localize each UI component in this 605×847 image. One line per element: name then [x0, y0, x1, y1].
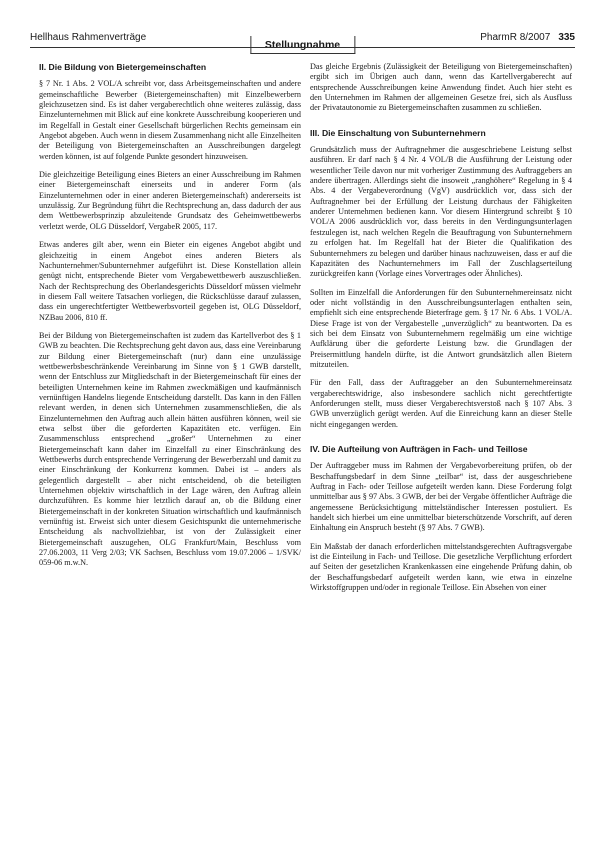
paragraph: Für den Fall, dass der Auftraggeber an den Subunternehmereinsatz vergaberechtswidrige, also insbesondere sachlich nicht gerechtfertigte Anforderungen stellt, muss dieser Vergaberechtsverstoß nach § 107 Abs. 3 GWB unverzüglich gerügt werden. Auf die Einreichung kann an dieser Stelle nicht eingegangen werden.	[310, 378, 572, 429]
running-head-left: Hellhaus Rahmenverträge	[30, 32, 147, 43]
journal-issue: PharmR 8/2007	[480, 32, 551, 43]
paragraph: Der Auftraggeber muss im Rahmen der Vergabevorbereitung prüfen, ob der Beschaffungsbedarf in dem Sinne „teilbar“ ist, dass der ausgeschriebene Auftrag in Fach- oder Teillose aufgeteilt werden kann. Diese Forderung folgt unmittelbar aus § 97 Abs. 3 GWB, der bei der Vergabe öffentlicher Aufträge die angemessene Berücksichtigung mittelständischer Interessen postuliert. Es handelt sich hierbei um eine unmittelbar bieterschützende Vorschrift, auf deren Einhaltung ein Anspruch besteht (§ 97 Abs. 7 GWB).	[310, 461, 572, 533]
section-heading-2: II. Die Bildung von Bietergemeinschaften	[39, 62, 207, 72]
paragraph: Grundsätzlich muss der Auftragnehmer die ausgeschriebene Leistung selbst ausführen. Er darf nach § 4 Nr. 4 VOL/B die Ausführung der Leistung oder wesentlicher Teile davon nur mit vorheriger Zustimmung des Auftraggebers an andere übertragen. Allerdings sieht die insoweit „ranghöhere“ Regelung in § 4 Abs. 4 der Vergabeverordnung (VgV) ausdrücklich vor, dass sich der Auftragnehmer bei der Erfüllung der Leistung durchaus der Fähigkeiten anderer Unternehmen bedienen kann. Vor diesem Hintergrund schreibt § 10 VOL/A 2006 ausdrücklich vor, dass bereits in den Verdingungsunterlagen festzulegen ist, nach welchen Regeln die Beauftragung von Subunternehmern zu erfolgen hat. Im Regelfall hat der Bieter die Qualifikation des Subunternehmers zu belegen und darüber hinaus nachzuweisen, dass er auf die Kapazitäten des Nachunternehmers im Fall der Zuschlagserteilung zurückgreifen kann (Vorlage eines Vorvertrages oder Ähnliches).	[310, 145, 572, 279]
paragraph: Ein Maßstab der danach erforderlichen mittelstandsgerechten Auftragsvergabe ist die Einteilung in Fach- und Teillose. Die gesetzliche Verpflichtung erfordert auf Seiten der gesetzlichen Krankenkassen eine eingehende Prüfung dahin, ob der Beschaffungsbedarf aufgeteilt werden kann, wie etwa in einzelne Wirkstoffgruppen und/oder in regionale Teillose. Ein Absehen von einer	[310, 541, 572, 593]
section-heading-3: III. Die Einschaltung von Subunternehmern	[310, 127, 486, 138]
paragraph: Das gleiche Ergebnis (Zulässigkeit der Beteiligung von Bietergemeinschaften) ergibt sich im Übrigen auch dann, wenn das Kartellvergaberecht auf entsprechende Ausschreibungen keine Anwendung findet. Auch hier steht es den Unternehmen im Rahmen der allgemeinen Gesetze frei, sich als Ausfluss der Privatautonomie zu Bietergemeinschaften zusammen zu schließen.	[310, 62, 572, 113]
page-header	[30, 30, 575, 50]
paragraph: Die gleichzeitige Beteiligung eines Bieters an einer Ausschreibung im Rahmen einer Bietergemeinschaft einerseits und in anderer Form (als Einzelunternehmen oder in einer anderen Bietergemeinschaft) andererseits ist unzulässig. Zur Begründung führt die Rechtsprechung an, dass dadurch der aus dem Wettbewerbsprinzip abzuleitende Grundsatz des Geheimwettbewerbs verletzt werde, OLG Düsseldorf, VergabeR 2005, 117.	[39, 170, 301, 231]
right-column	[310, 62, 572, 601]
header-rule	[30, 47, 575, 48]
paragraph: Etwas anderes gilt aber, wenn ein Bieter ein eigenes Angebot abgibt und gleichzeitig in einem Angebot eines anderen Bieters als Nachunternehmer/Subunternehmer aufgeführt ist. Diese Konstellation allein genügt nicht, entsprechende Bieter vom Vergabewettbewerb auszuschließen. Nach der Rechtsprechung des Oberlandesgerichts Düsseldorf müssen vielmehr in diesem Fall weitere Tatsachen vorliegen, die Rückschlüsse darauf zulassen, dass ein ungerechtfertigter Wettbewerbsvorteil gegeben ist, OLG Düsseldorf, NZBau 2006, 810 ff.	[39, 240, 301, 322]
page-number: 335	[558, 32, 575, 43]
paragraph: Bei der Bildung von Bietergemeinschaften ist zudem das Kartellverbot des § 1 GWB zu beachten. Die Rechtsprechung geht davon aus, dass eine Vereinbarung zur Bildung einer Bietergemeinschaft (nur) dann eine unzulässige wettbewerbsbeschränkende Vereinbarung im Sinne von § 1 GWB darstellt, wenn der Entschluss zur Mitgliedschaft in der Bietergemeinschaft für eines der beteiligten Unternehmen keine im Rahmen zweckmäßigen und kaufmännisch vernünftigen Handelns liegende Entscheidung darstellt. Das kann in den Fällen relevant werden, in denen sich Unternehmen zusammenschließen, die als Einzelunternehmen den Auftrag auch allein hätten ausführen können, weil sie etwa selbst über die geforderten Kapazitäten etc. verfügen. Ein Zusammenschluss entsprechend „großer“ Unternehmen zu einer Bietergemeinschaft kann daher im Einzelfall zu einer Einschränkung des Wettbewerbs durch entsprechende Verringerung der Bewerberzahl und damit zu einer Einschränkung der Konkurrenz kommen. Dabei ist – anders als gelegentlich dargestellt – aber nicht entscheidend, ob die beteiligten Unternehmen objektiv wirtschaftlich in der Lage wären, den Auftrag allein durchzuführen. Es komme hier letztlich darauf an, ob die Bildung einer Bietergemeinschaft in der konkreten Situation wirtschaftlich und kaufmännisch vernünftig ist. Erweist sich unter diesem Gesichtspunkt die unternehmerische Entscheidung als nachvollziehbar, ist von der Zulässigkeit einer Bietergemeinschaft auszugehen, OLG Frankfurt/Main, Beschluss vom 27.06.2003, 11 Verg 2/03; VK Sachsen, Beschluss vom 19.07.2006 – 1/SVK/ 059-06 m.w.N.	[39, 330, 301, 568]
paragraph: § 7 Nr. 1 Abs. 2 VOL/A schreibt vor, dass Arbeitsgemeinschaften und andere gemeinschaftliche Bewerber (Bietergemeinschaften) mit Einzelbewerbern gleichzusetzen sind. Es ist daher vergaberechtlich ohne weiteres zulässig, dass Einzelunternehmen mit Blick auf eine konkrete Ausschreibung kooperieren und im Regelfall in Gestalt einer Gesellschaft bürgerlichen Rechts gemeinsam ein Angebot abgeben. Auch wenn in diesem Zusammenhang nicht alle Einzelheiten der Beteiligung von Bietergemeinschaften an Ausschreibungen dargelegt werden können, ist auf folgende Punkte gesondert hinzuweisen.	[39, 79, 301, 161]
left-column	[39, 62, 301, 577]
section-tab: Stellungnahme	[250, 36, 355, 54]
section-heading-4: IV. Die Aufteilung von Aufträgen in Fach- und Teillose	[310, 444, 528, 454]
paragraph: Sollten im Einzelfall die Anforderungen für den Subunternehmereinsatz nicht oder nicht vollständig in den Ausschreibungsunterlagen enthalten sein, empfiehlt sich eine entsprechende Bieterfrage gem. § 17 Nr. 6 Abs. 1 VOL/A. Diese Frage ist von der Vergabestelle „unverzüglich“ zu beantworten. Da es sich bei dem Einsatz von Subunternehmern regelmäßig um eine wichtige Aufklärung über die geforderte Leistung bzw. die Grundlagen der Preisermittlung handeln dürfte, ist die Antwort grundsätzlich allen Bietern mitzuteilen.	[310, 287, 572, 369]
running-head-right	[480, 32, 575, 43]
